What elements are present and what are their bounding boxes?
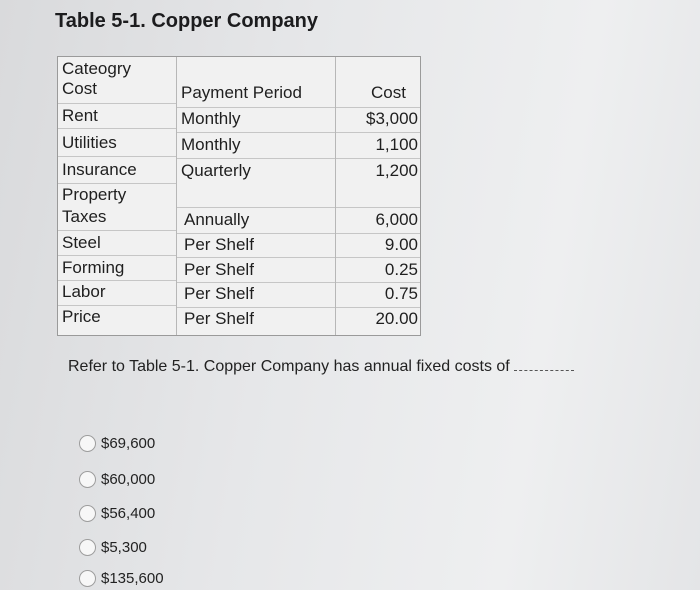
answer-option[interactable] (79, 502, 155, 524)
table-title: Table 5-1. Copper Company (55, 10, 319, 32)
period-column (177, 57, 336, 335)
radio-button[interactable] (79, 471, 96, 488)
row-category: Price (62, 307, 101, 326)
answer-option[interactable] (79, 536, 147, 558)
row-divider (177, 107, 335, 108)
row-period: Annually (184, 210, 250, 229)
row-divider (58, 255, 176, 256)
cost-column (336, 57, 420, 335)
row-period: Per Shelf (184, 260, 254, 279)
row-category: Steel (62, 233, 101, 252)
row-category: Utilities (62, 133, 117, 152)
row-cost: $3,000 (366, 109, 418, 128)
row-divider (58, 103, 176, 104)
header-category-line1: Cateogry (62, 59, 131, 78)
row-cost: 20.00 (375, 309, 418, 328)
answer-option-label: $60,000 (101, 470, 156, 488)
header-period: Payment Period (181, 83, 302, 102)
header-category-line2: Cost (62, 79, 97, 98)
row-divider (177, 257, 335, 258)
row-period: Quarterly (181, 161, 251, 180)
row-period: Per Shelf (184, 284, 254, 303)
row-cost: 9.00 (384, 235, 418, 254)
row-cost: 0.25 (384, 260, 418, 279)
row-divider (58, 183, 176, 184)
row-divider (177, 207, 335, 208)
row-category: Rent (62, 106, 98, 125)
row-divider (58, 128, 176, 129)
row-divider (58, 280, 176, 281)
answer-option-label: $135,600 (101, 569, 164, 587)
row-divider (336, 207, 420, 208)
row-divider (177, 307, 335, 308)
category-column (58, 57, 177, 335)
row-cost: 0.75 (384, 284, 418, 303)
row-divider (336, 107, 420, 108)
radio-button[interactable] (79, 505, 96, 522)
answer-option-label: $56,400 (101, 504, 156, 522)
row-divider (336, 307, 420, 308)
row-divider (58, 230, 176, 231)
radio-button[interactable] (79, 570, 96, 587)
row-divider (58, 156, 176, 157)
row-divider (336, 158, 420, 159)
row-category: Insurance (62, 160, 137, 179)
row-divider (336, 132, 420, 133)
row-period: Per Shelf (184, 235, 254, 254)
question-prompt: Refer to Table 5-1. Copper Company has annual fixed costs of (68, 358, 510, 375)
radio-button[interactable] (79, 435, 96, 452)
row-category: Forming (62, 258, 125, 277)
row-period: Monthly (181, 135, 241, 154)
row-period: Monthly (181, 109, 241, 128)
header-cost: Cost (371, 83, 406, 102)
answer-blank (514, 358, 574, 371)
question-text (68, 358, 574, 376)
answer-option[interactable] (79, 432, 155, 454)
radio-button[interactable] (79, 539, 96, 556)
row-divider (177, 233, 335, 234)
row-divider (177, 158, 335, 159)
row-category-line1: Property (62, 185, 127, 204)
answer-option-label: $5,300 (101, 538, 147, 556)
row-category-line2: Taxes (62, 207, 107, 226)
row-divider (336, 233, 420, 234)
row-cost: 1,200 (375, 161, 418, 180)
row-cost: 6,000 (375, 210, 418, 229)
row-cost: 1,100 (375, 135, 418, 154)
row-category: Labor (62, 282, 106, 301)
row-divider (336, 282, 420, 283)
row-divider (177, 132, 335, 133)
answer-option[interactable] (79, 567, 164, 589)
answer-option-label: $69,600 (101, 434, 156, 452)
row-divider (336, 257, 420, 258)
row-divider (177, 282, 335, 283)
row-period: Per Shelf (184, 309, 254, 328)
cost-table (57, 56, 421, 336)
row-divider (58, 305, 176, 306)
answer-option[interactable] (79, 468, 155, 490)
